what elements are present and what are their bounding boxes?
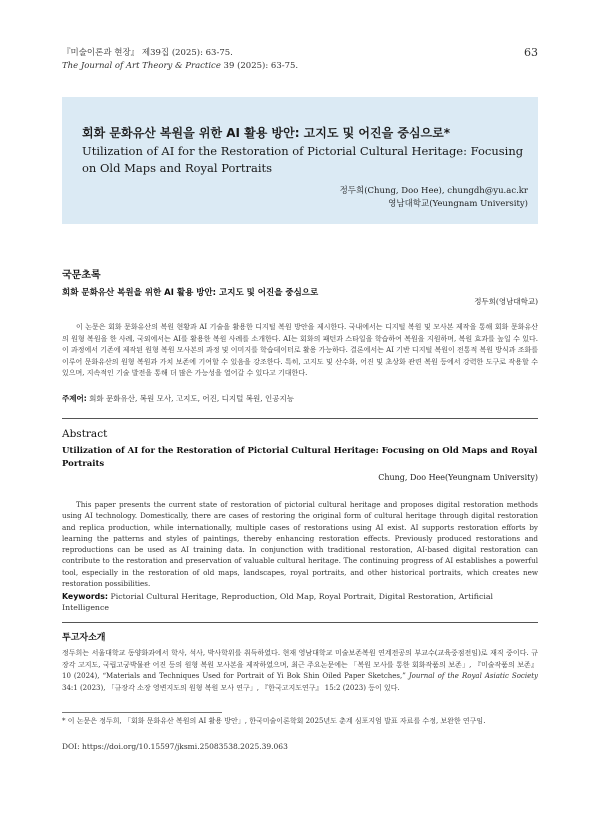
journal-volume-pages: 39 (2025): 63-75. xyxy=(220,61,299,71)
journal-citation-ko: 『미술이론과 현장』 제39집 (2025): 63-75. xyxy=(62,48,233,58)
keywords-ko-values: 회화 문화유산, 복원 모사, 고지도, 어진, 디지털 복원, 인공지능 xyxy=(89,394,294,403)
abstract-en-body: This paper presents the current state of restoration of pictorial cultural heritage and proposes digital restoration methods using AI technology. Domestically, there are cases of restoring the original form of cultural heritage through digital restoration and replica production, while internationally, multiple cases of restorations using AI exist. AI supports restoration efforts by learning the patterns and styles of paintings, thereby enhancing restoration effects. Previously produced restorations and reproductions can be used as AI training data. In conjunction with traditional restoration, AI-based digital restoration can contribute to the restoration and preservation of valuable cultural heritage. The continuing progress of AI establishes a powerful tool, especially in the restoration of old maps, landscapes, royal portraits, and other historical portraits, which creates new restoration possibilities. xyxy=(62,500,538,589)
abstract-ko-author: 정두희(영남대학교) xyxy=(474,297,538,306)
author-bio-heading: 투고자소개 xyxy=(62,633,106,643)
abstract-ko-body: 이 논문은 회화 문화유산의 복원 현황과 AI 기술을 활용한 디지털 복원 방안을 제시한다. 국내에서는 디지털 복원 및 모사본 제작을 통해 회화 문화유산의 원형 복원을 한 사례, 국외에서는 AI를 활용한 복원 사례를 소개한다. AI는 회화의 패턴과 스타일을 학습하여 복원을 지원하며, 복원 효과를 높일 수 있다. 이 과정에서 기존에 제작된 원형 복원 모사본의 과정 및 이미지를 학습데이터로 활용 가능하다. 결론에서는 AI 기반 디지털 복원이 전통적 복원 방식과 조화를 이루어 문화유산의 원형 복원과 가치 보존에 기여할 수 있음을 강조한다. 특히, 고지도 및 산수화, 어진 및 초상화 관련 복원 등에서 강력한 도구로 작용할 수 있으며, 지속적인 기술 발전을 통해 더 많은 가능성을 열어갈 수 있다고 기대한다. xyxy=(62,323,539,378)
affiliation-line: 영남대학교(Yeungnam University) xyxy=(388,199,528,209)
abstract-en-title: Utilization of AI for the Restoration of Pictorial Cultural Heritage: Focusing on Old Maps and Royal Portraits xyxy=(62,446,538,469)
paper-title-en: Utilization of AI for the Restoration of Pictorial Cultural Heritage: Focusing on Old Maps and Royal Portraits xyxy=(82,144,524,175)
abstract-en-heading: Abstract xyxy=(62,428,108,440)
keywords-en-values: Pictorial Cultural Heritage, Reproduction, Old Map, Royal Portrait, Digital Restoration, Artificial Intelligence xyxy=(62,592,493,612)
doi-link[interactable]: DOI: https://doi.org/10.15597/jksmi.25083538.2025.39.063 xyxy=(62,742,288,751)
abstract-ko-heading: 국문초록 xyxy=(62,270,101,281)
abstract-ko-title: 회화 문화유산 복원을 위한 AI 활용 방안: 고지도 및 어진을 중심으로 xyxy=(62,288,319,298)
author-bio-journal: Journal of the Royal Asiatic Society xyxy=(408,672,539,681)
keywords-en-label: Keywords: xyxy=(62,592,109,601)
author-line: 정두희(Chung, Doo Hee), chungdh@yu.ac.kr xyxy=(339,186,528,196)
abstract-en-author: Chung, Doo Hee(Yeungnam University) xyxy=(378,473,538,482)
keywords-ko xyxy=(62,393,294,404)
footnote-divider xyxy=(62,712,222,713)
author-bio-body xyxy=(62,648,538,694)
journal-title-en: The Journal of Art Theory & Practice xyxy=(62,61,221,71)
journal-citation-en xyxy=(62,61,298,71)
paper-title-ko: 회화 문화유산 복원을 위한 AI 활용 방안: 고지도 및 어진을 중심으로* xyxy=(82,126,450,140)
author-bio-text-2: 34:1 (2023), 「규장각 소장 영변지도의 원형 복원 모사 연구」, 『한국고지도연구』 15:2 (2023) 등이 있다. xyxy=(62,683,400,692)
keywords-en xyxy=(62,591,538,613)
page-number: 63 xyxy=(524,46,538,59)
section-divider xyxy=(62,622,538,623)
keywords-ko-label: 주제어: xyxy=(62,394,87,403)
author-bio-text-1: 정두희는 서울대학교 동양화과에서 학사, 석사, 박사학위를 취득하였다. 현재 영남대학교 미술보존복원 연계전공의 부교수(교육중점전임)로 재직 중이다. 규장각 고지도, 국립고궁박물관 어진 등의 원형 복원 모사본을 제작하였으며, 최근 주요논문에는 「복원 모사를 통한 회화작품의 보존」, 『미술작품의 보존』 10 (2024), “Materials and Techniques Used for Portrait of Yi Bok Shin Oiled Paper Sketches,” xyxy=(62,649,538,681)
footnote: * 이 논문은 정두희, 「회화 문화유산 복원의 AI 활용 방안」, 한국미술이론학회 2025년도 춘계 심포지엄 발표 자료를 수정, 보완한 연구임. xyxy=(62,717,486,725)
section-divider xyxy=(62,418,538,419)
